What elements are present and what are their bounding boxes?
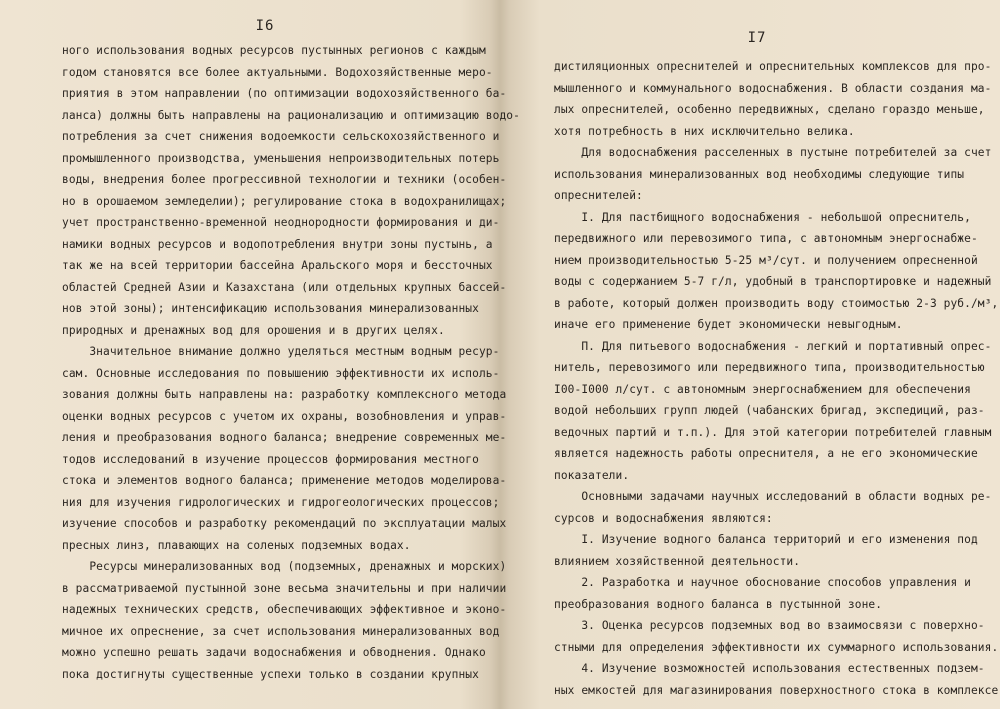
text-line: I. Для пастбищного водоснабжения - небольшой опреснитель, xyxy=(554,210,971,224)
text-line: Для водоснабжения расселенных в пустыне потребителей за счет xyxy=(554,146,992,159)
text-line: сам. Основные исследования по повышению эффективности их исполь- xyxy=(62,366,500,380)
text-line: передвижного или перевозимого типа, с автономным энергоснабже- xyxy=(554,232,978,245)
text-line: опреснителей: xyxy=(554,189,643,202)
page-text xyxy=(62,40,520,685)
text-line: Основными задачами научных исследований в области водных ре- xyxy=(554,490,992,503)
text-line: I. Изучение водного баланса территорий и его изменения под xyxy=(554,533,978,546)
page-number: I6 xyxy=(255,18,275,34)
text-line: использования минерализованных вод необходимы следующие типы xyxy=(554,167,965,181)
text-line: нов этой зоны); интенсификацию использования минерализованных xyxy=(62,302,479,315)
text-line: показатели. xyxy=(554,468,630,482)
text-line: водой небольших групп людей (чабанских бригад, экспедиций, раз- xyxy=(554,404,985,417)
text-line: ведочных партий и т.п.). Для этой категории потребителей главным xyxy=(554,425,992,439)
text-line: намики водных ресурсов и водопотребления внутри зоны пустынь, а xyxy=(62,237,493,251)
text-line: дистиляционных опреснителей и опреснительных комплексов для про- xyxy=(554,60,992,73)
text-line: надежных технических средств, обеспечивающих эффективное и эконо- xyxy=(62,603,507,616)
text-line: 4. Изучение возможностей использования естественных подзем- xyxy=(554,662,985,675)
text-line: воды с содержанием 5-7 г/л, удобный в транспортировке и надежный xyxy=(554,275,992,288)
text-line: преобразования водного баланса в пустынной зоне. xyxy=(554,597,883,611)
page-text xyxy=(554,56,999,701)
text-line: сурсов и водоснабжения являются: xyxy=(554,511,773,525)
text-line: воды, внедрения более прогрессивной технологии и техники (особен- xyxy=(62,173,507,186)
text-line: иначе его применение будет экономически невыгодным. xyxy=(554,318,903,331)
text-line: 3. Оценка ресурсов подземных вод во взаимосвязи с поверхно- xyxy=(554,619,985,632)
text-line: Ресурсы минерализованных вод (подземных, дренажных и морских) xyxy=(62,560,507,573)
text-line: приятия в этом направлении (по оптимизации водохозяйственного ба- xyxy=(62,87,507,100)
text-line: но в орошаемом земледелии); регулирование стока в водохранилищах; xyxy=(62,194,507,208)
text-line: изучение способов и разработку рекомендаций по эксплуатации малых xyxy=(62,517,507,530)
text-line: можно успешно решать задачи водоснабжения и обводнения. Однако xyxy=(62,646,486,659)
text-line: П. Для питьевого водоснабжения - легкий и портативный опрес- xyxy=(554,339,992,353)
page-number: I7 xyxy=(747,30,767,46)
right-page xyxy=(504,0,1000,709)
text-line: лых опреснителей, особенно передвижных, сделано гораздо меньше, xyxy=(554,103,985,116)
text-line: стными для определения эффективности их суммарного использования. xyxy=(554,640,999,654)
text-line: влиянием хозяйственной деятельности. xyxy=(554,554,801,568)
text-line: тодов исследований в изучение процессов формирования местного xyxy=(62,452,479,466)
text-line: природных и дренажных вод для орошения и в других целях. xyxy=(62,323,445,337)
text-line: стока и элементов водного баланса; применение методов моделирова- xyxy=(62,474,507,487)
text-line: оценки водных ресурсов с учетом их охраны, возобновления и управ- xyxy=(62,409,507,423)
text-line: нитель, перевозимого или передвижного типа, производительностью xyxy=(554,361,985,374)
text-line: в рассматриваемой пустынной зоне весьма значительны и при наличии xyxy=(62,581,507,595)
text-line: ного использования водных ресурсов пустынных регионов с каждым xyxy=(62,44,486,57)
text-line: 2. Разработка и научное обоснование способов управления и xyxy=(554,576,971,589)
text-line: потребления за счет снижения водоемкости сельскохозяйственного и xyxy=(62,130,500,143)
text-line: является надежность работы опреснителя, а не его экономические xyxy=(554,447,978,460)
text-line: мичное их опреснение, за счет использования минерализованных вод xyxy=(62,624,500,638)
text-line: нием производительностью 5-25 м³/сут. и получением опресненной xyxy=(554,253,978,267)
text-line: ных емкостей для магазинирования поверхностного стока в комплексе xyxy=(554,683,999,697)
text-line: ния для изучения гидрологических и гидрогеологических процессов; xyxy=(62,495,500,509)
text-line: ланса) должны быть направлены на рационализацию и оптимизацию водо- xyxy=(62,108,520,122)
text-line: зования должны быть направлены на: разработку комплексного метода xyxy=(62,388,507,401)
text-line: промышленного производства, уменьшения непроизводительных потерь xyxy=(62,151,500,165)
text-line: I00-I000 л/сут. с автономным энергоснабжением для обеспечения xyxy=(554,382,971,396)
text-line: учет пространственно-временной неоднородности формирования и ди- xyxy=(62,216,500,229)
text-line: областей Средней Азии и Казахстана (или отдельных крупных бассей- xyxy=(62,280,507,294)
text-line: пока достигнуты существенные успехи только в создании крупных xyxy=(62,667,479,681)
text-line: хотя потребность в них исключительно велика. xyxy=(554,124,855,138)
text-line: так же на всей территории бассейна Аральского моря и бессточных xyxy=(62,259,493,272)
text-line: годом становятся все более актуальными. Водохозяйственные меро- xyxy=(62,65,493,79)
text-line: в работе, который должен производить воду стоимостью 2-3 руб./м³, xyxy=(554,296,999,310)
text-line: мышленного и коммунального водоснабжения. В области создания ма- xyxy=(554,81,992,95)
text-line: ления и преобразования водного баланса; внедрение современных ме- xyxy=(62,431,507,444)
text-line: пресных линз, плавающих на соленых подземных водах. xyxy=(62,538,411,552)
text-line: Значительное внимание должно уделяться местным водным ресур- xyxy=(62,345,500,358)
